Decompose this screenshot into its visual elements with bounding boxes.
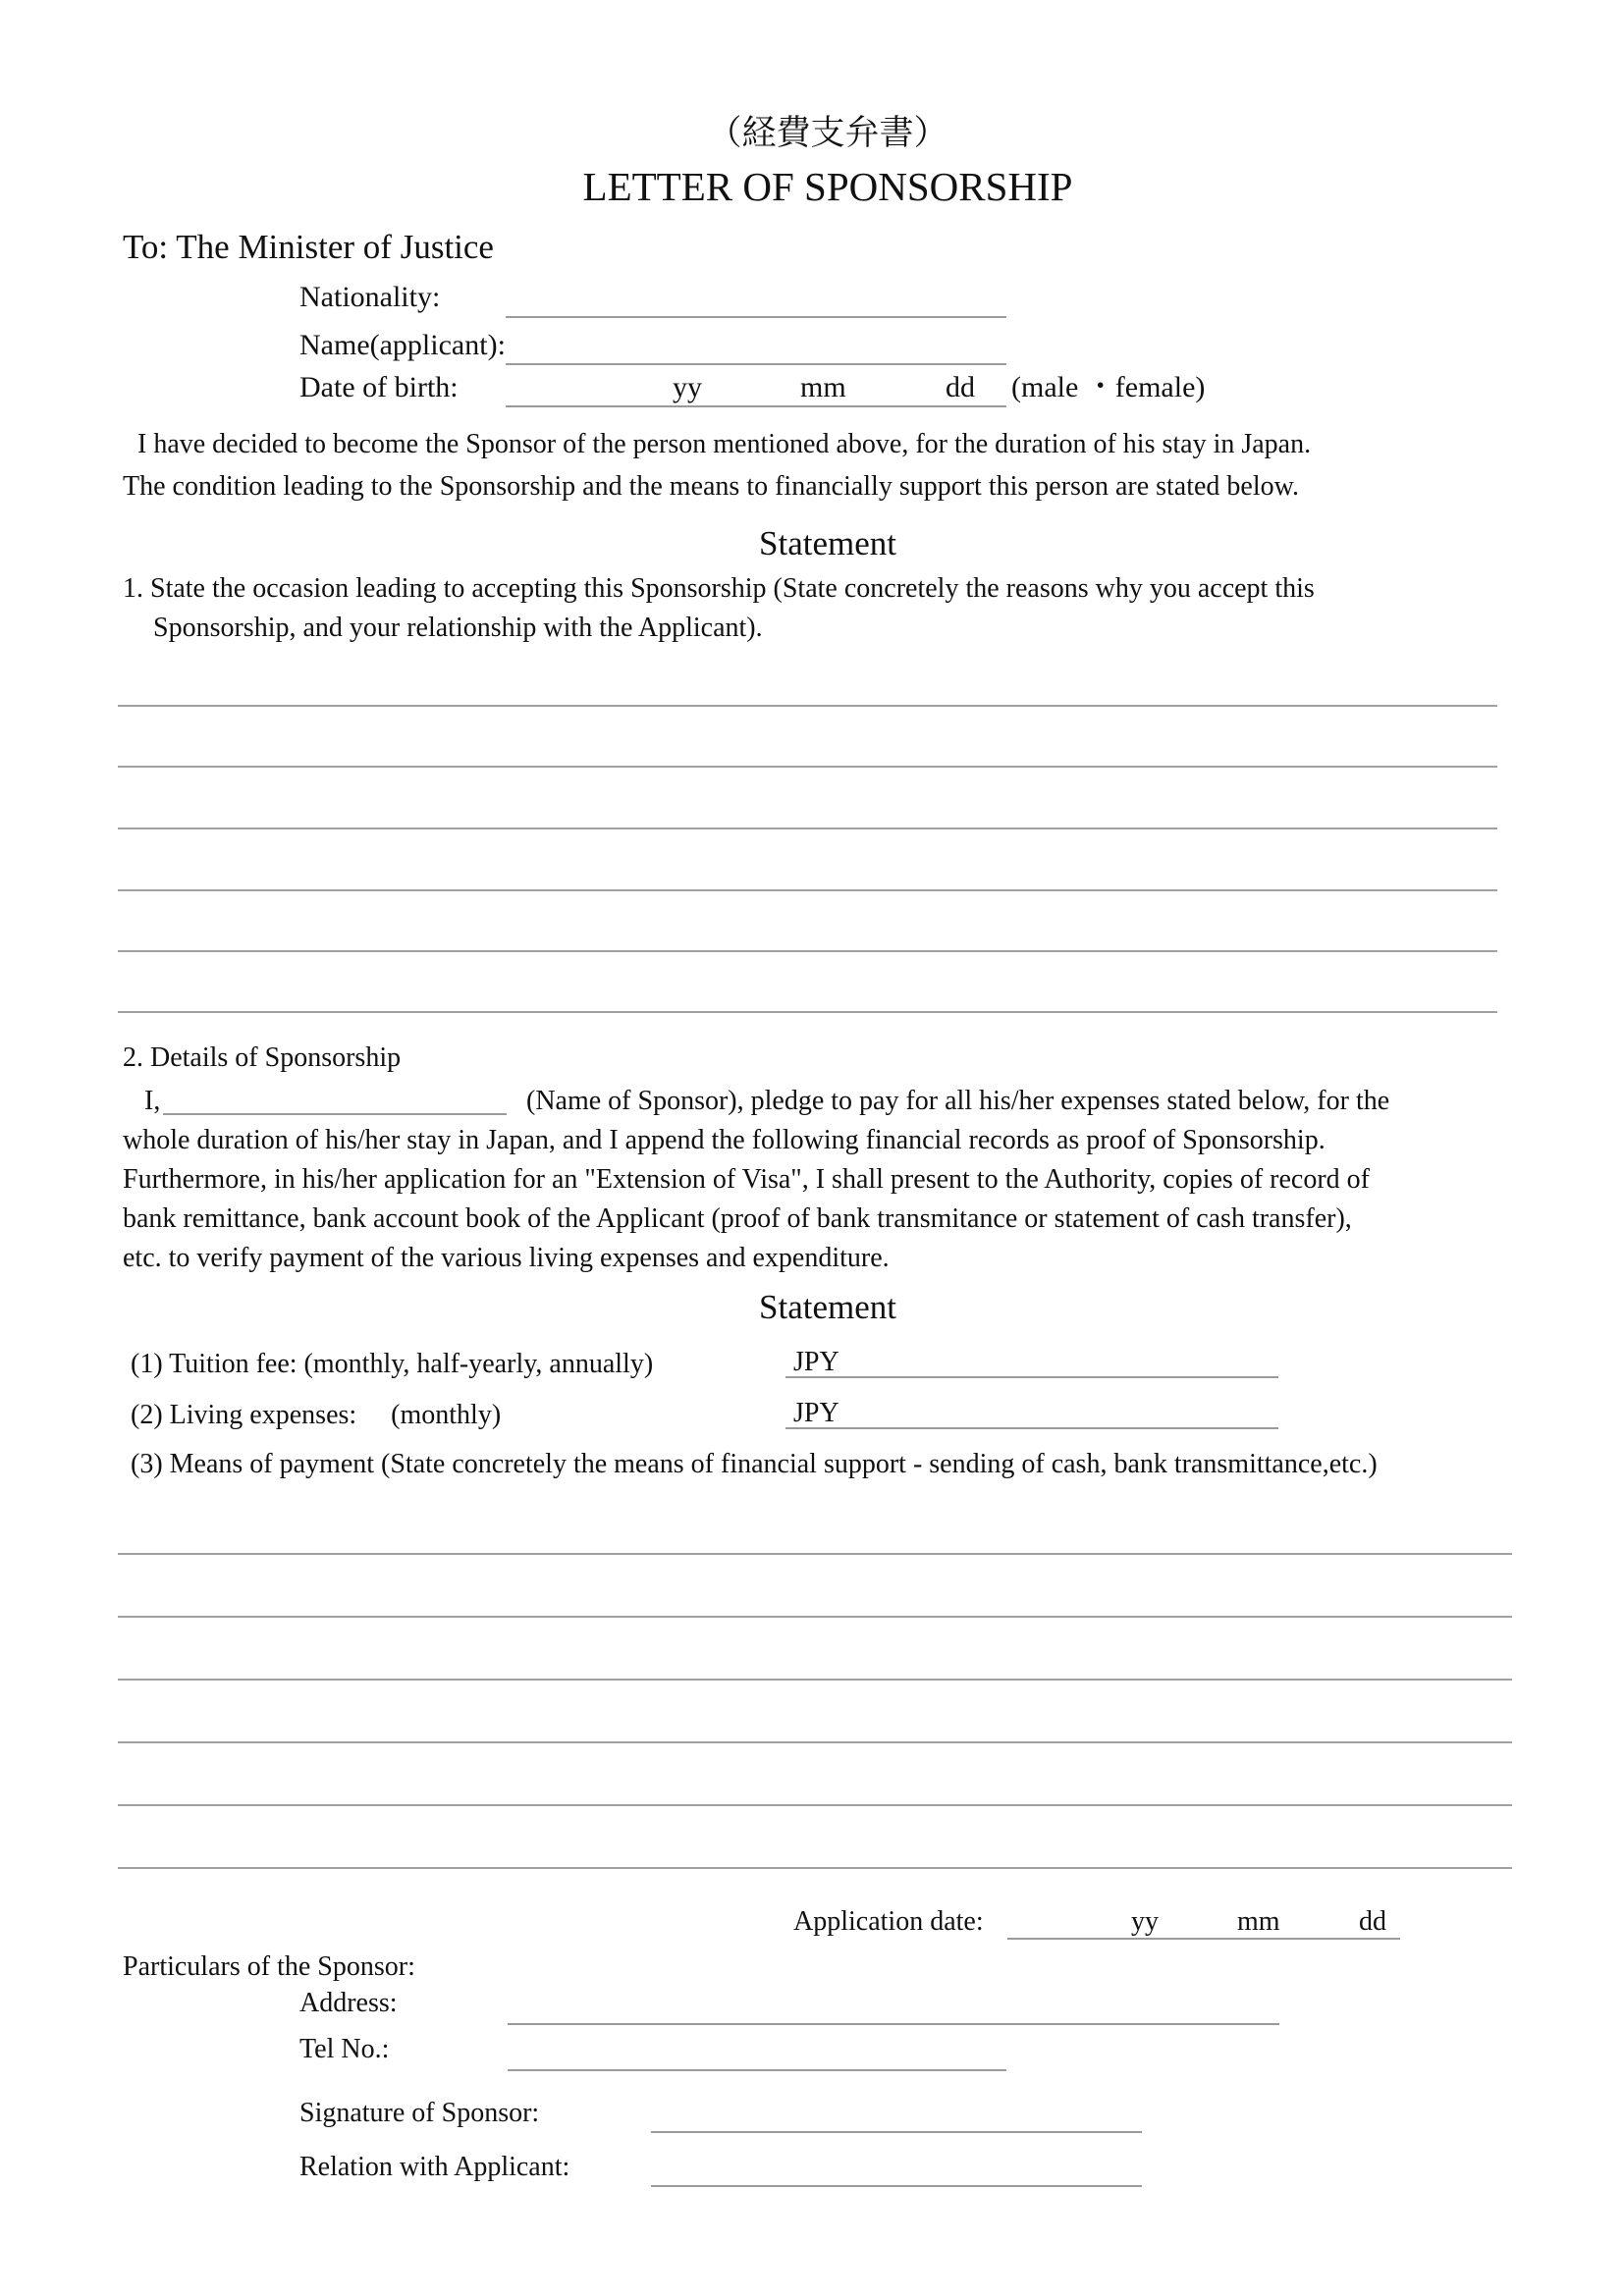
nationality-label: Nationality: bbox=[299, 281, 441, 313]
living-expenses-text: (2) Living expenses: (monthly) bbox=[131, 1400, 502, 1430]
signature-label: Signature of Sponsor: bbox=[299, 2098, 540, 2128]
pledge-line-3: Furthermore, in his/her application for an "Extension of Visa", I shall present to the Authority, copies of record of bbox=[123, 1164, 1370, 1195]
application-date-label: Application date: bbox=[793, 1906, 984, 1937]
section1-item-line-1: 1. State the occasion leading to accepting this Sponsorship (State concretely the reasons why you accept this bbox=[123, 573, 1315, 604]
writing-line[interactable] bbox=[118, 1741, 1512, 1743]
writing-line[interactable] bbox=[118, 1679, 1512, 1681]
japanese-title: （経費支弁書） bbox=[707, 114, 948, 152]
writing-line[interactable] bbox=[118, 1616, 1512, 1618]
tel-underline bbox=[508, 2069, 1006, 2071]
address-label: Address: bbox=[299, 1988, 398, 2018]
tuition-currency: JPY bbox=[793, 1347, 839, 1377]
dob-label: Date of birth: bbox=[299, 371, 459, 403]
relation-label: Relation with Applicant: bbox=[299, 2152, 570, 2182]
writing-line[interactable] bbox=[118, 1804, 1512, 1806]
application-date-dd: dd bbox=[1359, 1906, 1386, 1937]
living-expenses-field[interactable] bbox=[785, 1396, 1278, 1429]
sponsor-name-underline bbox=[163, 1113, 507, 1115]
writing-line[interactable] bbox=[118, 1553, 1512, 1555]
signature-field[interactable] bbox=[651, 2098, 1142, 2133]
sponsor-name-field[interactable] bbox=[163, 1082, 507, 1115]
addressee: To: The Minister of Justice bbox=[123, 228, 494, 266]
particulars-label: Particulars of the Sponsor: bbox=[123, 1951, 415, 1982]
dob-underline bbox=[506, 405, 1006, 407]
writing-line[interactable] bbox=[118, 705, 1497, 707]
pledge-line-1: (Name of Sponsor), pledge to pay for all his/her expenses stated below, for the bbox=[526, 1086, 1390, 1116]
pledge-line-2: whole duration of his/her stay in Japan, and I append the following financial records as proof of Sponsorship. bbox=[123, 1125, 1325, 1155]
writing-line[interactable] bbox=[118, 1867, 1512, 1869]
address-field[interactable] bbox=[508, 1988, 1279, 2025]
name-applicant-underline bbox=[506, 363, 1006, 365]
writing-line[interactable] bbox=[118, 950, 1497, 952]
living-expenses-label bbox=[131, 1396, 501, 1435]
tel-field[interactable] bbox=[508, 2034, 1006, 2071]
application-date-yy: yy bbox=[1131, 1906, 1159, 1937]
nationality-underline bbox=[506, 316, 1006, 318]
relation-field[interactable] bbox=[651, 2152, 1142, 2187]
living-currency: JPY bbox=[793, 1398, 839, 1428]
pledge-prefix: I, bbox=[144, 1086, 161, 1116]
tuition-field[interactable] bbox=[785, 1345, 1278, 1378]
means-of-payment-label: (3) Means of payment (State concretely the means of financial support - sending of cash, bank transmittance,etc.) bbox=[131, 1449, 1378, 1479]
signature-underline bbox=[651, 2131, 1142, 2133]
statement-heading-2: Statement bbox=[759, 1288, 896, 1326]
page-title: LETTER OF SPONSORSHIP bbox=[582, 164, 1073, 209]
nationality-field[interactable] bbox=[506, 281, 1006, 318]
name-applicant-field[interactable] bbox=[506, 329, 1006, 365]
section1-item-line-2: Sponsorship, and your relationship with the Applicant). bbox=[153, 613, 763, 643]
living-expenses-underline bbox=[785, 1427, 1278, 1429]
application-date-mm: mm bbox=[1237, 1906, 1280, 1937]
tel-label: Tel No.: bbox=[299, 2034, 390, 2064]
intro-line-2: The condition leading to the Sponsorship and the means to financially support this person are stated below. bbox=[123, 471, 1300, 502]
application-date-underline bbox=[1007, 1938, 1400, 1940]
dob-yy: yy bbox=[673, 371, 702, 403]
writing-line[interactable] bbox=[118, 1011, 1497, 1013]
dob-field[interactable] bbox=[506, 371, 1006, 407]
name-applicant-label: Name(applicant): bbox=[299, 329, 506, 361]
tuition-underline bbox=[785, 1376, 1278, 1378]
writing-line[interactable] bbox=[118, 766, 1497, 768]
writing-line[interactable] bbox=[118, 889, 1497, 891]
relation-underline bbox=[651, 2185, 1142, 2187]
dob-dd: dd bbox=[946, 371, 975, 403]
address-underline bbox=[508, 2023, 1279, 2025]
intro-line-1: I have decided to become the Sponsor of the person mentioned above, for the duration of his stay in Japan. bbox=[137, 429, 1312, 459]
tuition-label: (1) Tuition fee: (monthly, half-yearly, annually) bbox=[131, 1349, 654, 1379]
writing-line[interactable] bbox=[118, 828, 1497, 829]
application-date-field[interactable] bbox=[1007, 1906, 1400, 1940]
dob-mm: mm bbox=[800, 371, 846, 403]
gender-options[interactable]: (male ・female) bbox=[1011, 371, 1206, 403]
section2-title: 2. Details of Sponsorship bbox=[123, 1042, 402, 1073]
pledge-line-4: bank remittance, bank account book of the Applicant (proof of bank transmitance or statement of cash transfer), bbox=[123, 1203, 1352, 1234]
statement-heading-1: Statement bbox=[759, 524, 896, 562]
pledge-line-5: etc. to verify payment of the various living expenses and expenditure. bbox=[123, 1243, 890, 1273]
